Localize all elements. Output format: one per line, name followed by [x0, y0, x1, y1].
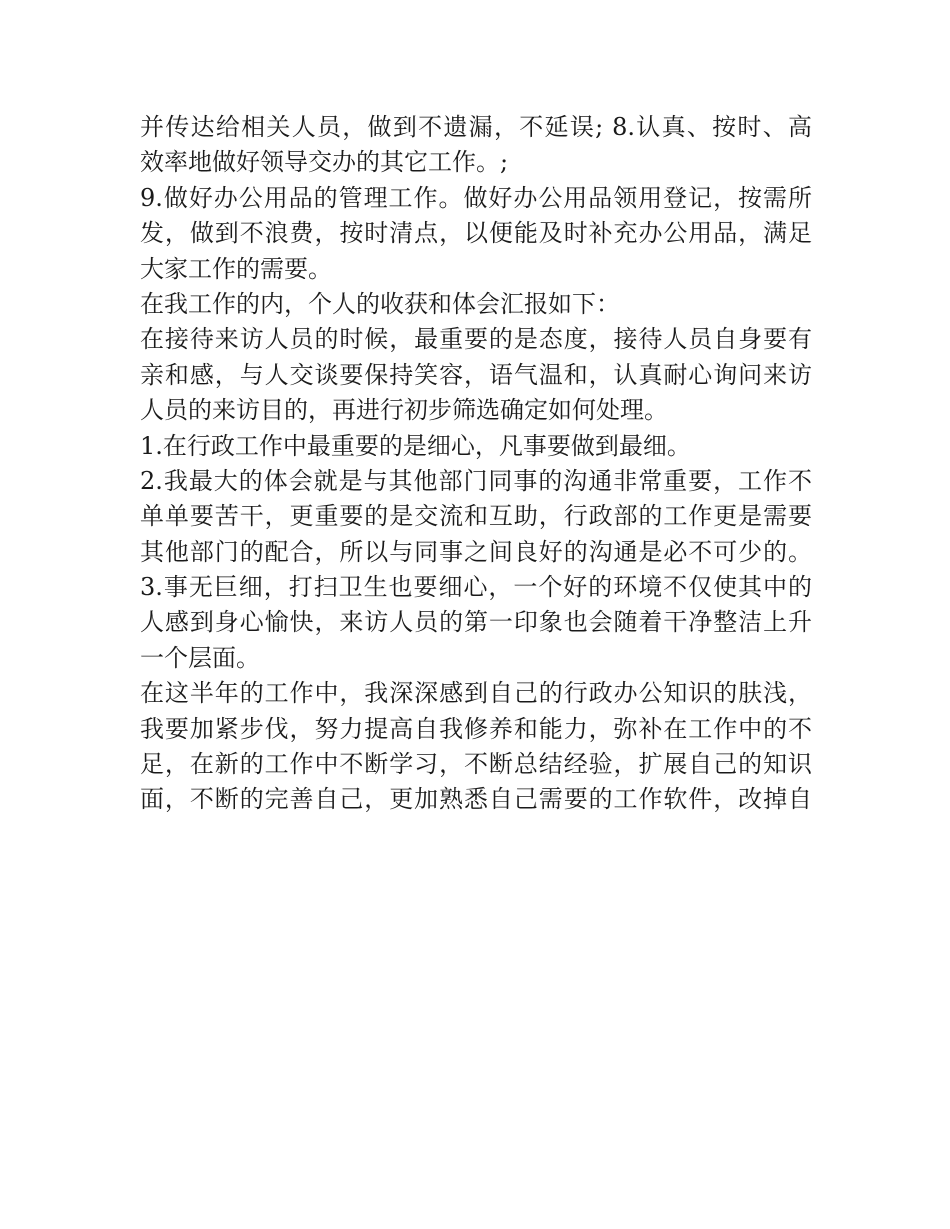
- text-line: 在这半年的工作中，我深深感到自己的行政办公知识的肤浅，: [140, 679, 812, 708]
- paragraph-4: [140, 322, 820, 428]
- text-line: 1.在行政工作中最重要的是细心，凡事要做到最细。: [140, 431, 691, 460]
- text-line: 2.我最大的体会就是与其他部门同事的沟通非常重要，工作不: [140, 466, 812, 495]
- text-line: 并传达给相关人员，做到不遗漏，不延误; 8.认真、按时、高: [140, 113, 812, 141]
- text-line: 单单要苦干，更重要的是交流和互助，行政部的工作更是需要: [140, 502, 812, 531]
- paragraph-1: [140, 110, 820, 181]
- text-line: 一个层面。: [140, 643, 260, 672]
- text-line: 3.事无巨细，打扫卫生也要细心，一个好的环境不仅使其中的: [140, 573, 812, 602]
- text-line: 亲和感，与人交谈要保持笑容，语气温和，认真耐心询问来访: [140, 360, 812, 389]
- text-line: 其他部门的配合，所以与同事之间良好的沟通是必不可少的。: [140, 537, 812, 566]
- text-line: 人感到身心愉快，来访人员的第一印象也会随着干净整洁上升: [140, 608, 812, 637]
- document-body: [140, 110, 820, 818]
- paragraph-8: [140, 676, 820, 818]
- paragraph-7: [140, 570, 820, 676]
- text-line: 我要加紧步伐，努力提高自我修养和能力，弥补在工作中的不: [140, 714, 812, 743]
- text-line: 发，做到不浪费，按时清点，以便能及时补充办公用品，满足: [140, 219, 812, 248]
- text-line: 面，不断的完善自己，更加熟悉自己需要的工作软件，改掉自: [140, 785, 812, 814]
- paragraph-5: [140, 429, 820, 464]
- text-line: 在接待来访人员的时候，最重要的是态度，接待人员自身要有: [140, 325, 812, 354]
- text-line: 人员的来访目的，再进行初步筛选确定如何处理。: [140, 396, 668, 425]
- paragraph-6: [140, 464, 820, 570]
- paragraph-3: [140, 287, 820, 322]
- paragraph-2: [140, 181, 820, 287]
- text-line: 效率地做好领导交办的其它工作。;: [140, 148, 509, 177]
- text-line: 大家工作的需要。: [140, 254, 332, 283]
- text-line: 足，在新的工作中不断学习，不断总结经验，扩展自己的知识: [140, 750, 812, 779]
- text-line: 在我工作的内，个人的收获和体会汇报如下：: [140, 289, 620, 318]
- text-line: 9.做好办公用品的管理工作。做好办公用品领用登记，按需所: [140, 183, 812, 212]
